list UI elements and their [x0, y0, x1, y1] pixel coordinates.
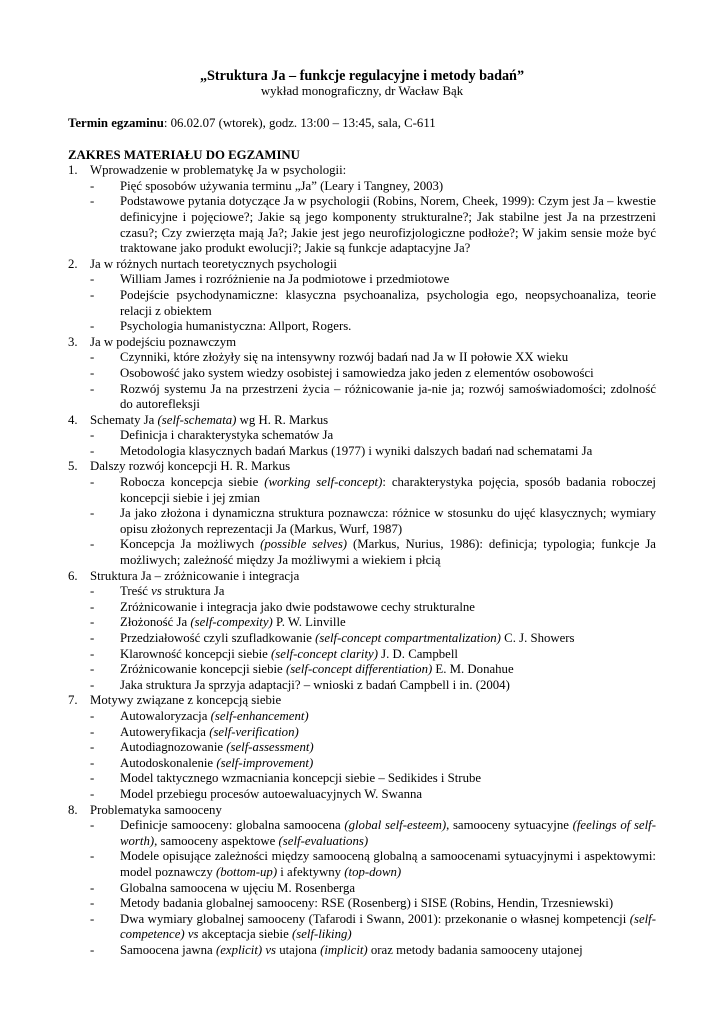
italic-term: (self-concept clarity): [271, 646, 378, 661]
list-item: [68, 881, 656, 897]
list-item-text: Model taktycznego wzmacniania koncepcji siebie – Sedikides i Strube: [120, 771, 482, 786]
italic-term: (self-compexity): [190, 615, 273, 630]
list-item-text: Autodoskonalenie (self-improvement): [120, 755, 314, 770]
italic-term: (feelings of self-worth): [120, 818, 656, 848]
dash-bullet: -: [90, 475, 95, 490]
italic-term: (explicit) vs: [215, 942, 276, 957]
italic-term: vs: [151, 584, 162, 599]
italic-term: (self-liking): [291, 927, 352, 942]
dash-bullet: -: [90, 631, 95, 645]
section-number: 8.: [68, 802, 78, 817]
dash-bullet: -: [90, 584, 95, 599]
section-title: Motywy związane z koncepcją siebie: [90, 693, 282, 708]
list-item-text: Psychologia humanistyczna: Allport, Rogers.: [120, 319, 352, 334]
list-item-text: Zróżnicowanie i integracja jako dwie podstawowe cechy strukturalne: [120, 599, 475, 614]
list-item-text: Autoweryfikacja (self-verification): [120, 724, 299, 739]
list-item: [68, 179, 656, 195]
list-item: [68, 787, 656, 803]
italic-term: (self-assessment): [226, 740, 314, 755]
list-item-text: Przedziałowość czyli szufladkowanie (self-concept compartmentalization) C. J. Showers: [120, 631, 575, 645]
list-item-text: Model przebiegu procesów autoewaluacyjnych W. Swanna: [120, 786, 423, 801]
section-number: 4.: [68, 412, 78, 427]
section-number: 3.: [68, 334, 78, 349]
section-title: Schematy Ja (self-schemata) wg H. R. Markus: [90, 412, 329, 427]
list-item: [68, 912, 656, 943]
section-number: 1.: [68, 163, 78, 178]
list-item-text: Samoocena jawna (explicit) vs utajona (implicit) oraz metody badania samooceny utajonej: [120, 942, 583, 957]
list-item: [68, 272, 656, 288]
list-item-text: Globalna samoocena w ujęciu M. Rosenberga: [120, 880, 356, 895]
list-item: [68, 740, 656, 756]
italic-term: (self-enhancement): [210, 708, 309, 723]
list-item: [68, 896, 656, 912]
list-item-text: Klarowność koncepcji siebie (self-concept clarity) J. D. Campbell: [120, 646, 458, 661]
document-subtitle: wykład monograficzny, dr Wacław Bąk: [260, 84, 464, 98]
italic-term: (self-evaluations): [278, 833, 369, 848]
list-item: [68, 428, 656, 444]
section-number: 7.: [68, 693, 78, 708]
list-item: [68, 678, 656, 694]
section-number: 6.: [68, 568, 78, 583]
section-title: Wprowadzenie w problematykę Ja w psychologii:: [90, 163, 347, 178]
dash-bullet: -: [90, 740, 95, 755]
section-heading-8: [68, 803, 656, 819]
list-item-text: William James i rozróżnienie na Ja podmiotowe i przedmiotowe: [120, 272, 450, 287]
document-title: „Struktura Ja – funkcje regulacyjne i metody badań”: [199, 68, 525, 84]
list-item: [68, 600, 656, 616]
dash-bullet: -: [90, 911, 95, 926]
italic-term: (self-competence) vs: [120, 911, 656, 942]
list-item: [68, 194, 656, 256]
list-item-text: Rozwój systemu Ja na przestrzeni życia – różnicowanie ja-nie ja; rozwój samoświadomości; zdolność do autorefleksji: [120, 381, 656, 412]
list-item-text: Dwa wymiary globalnej samooceny (Tafarodi i Swann, 2001): przekonanie o własnej kompetencji (self-competence) vs akceptacja siebie (self-liking): [120, 911, 656, 942]
dash-bullet: -: [90, 662, 95, 677]
list-item-text: Osobowość jako system wiedzy osobistej i samowiedza jako jeden z elementów osobowości: [120, 365, 594, 380]
list-item: [68, 350, 656, 366]
italic-term: (bottom-up): [215, 864, 278, 879]
dash-bullet: -: [90, 178, 95, 193]
section-title: Ja w różnych nurtach teoretycznych psychologii: [90, 256, 337, 271]
scope-heading: ZAKRES MATERIAŁU DO EGZAMINU: [68, 147, 300, 162]
list-item-text: Metody badania globalnej samooceny: RSE (Rosenberg) i SISE (Robins, Hendin, Trzesniewski): [120, 896, 614, 911]
list-item: [68, 631, 656, 647]
dash-bullet: -: [90, 194, 95, 209]
italic-term: (global self-esteem): [344, 818, 447, 833]
exam-date-line: [68, 116, 656, 132]
section-heading-4: [68, 413, 656, 429]
dash-bullet: -: [90, 537, 95, 552]
list-item: [68, 615, 656, 631]
list-item: [68, 288, 656, 319]
section-title: Struktura Ja – zróżnicowanie i integracja: [90, 568, 300, 583]
list-item: [68, 475, 656, 506]
italic-term: (working self-concept): [264, 475, 383, 490]
list-item-text: Jaka struktura Ja sprzyja adaptacji? – wnioski z badań Campbell i in. (2004): [120, 677, 510, 692]
italic-term: (top-down): [344, 864, 402, 879]
list-item: [68, 506, 656, 537]
dash-bullet: -: [90, 599, 95, 614]
list-item: [68, 771, 656, 787]
italic-term: (possible selves): [260, 537, 348, 552]
list-item-text: Robocza koncepcja siebie (working self-concept): charakterystyka pojęcia, sposób badania roboczej koncepcji siebie i jej zmian: [120, 475, 656, 505]
list-item: [68, 444, 656, 460]
section-heading-1: [68, 163, 656, 179]
list-item-text: Autowaloryzacja (self-enhancement): [120, 708, 309, 723]
dash-bullet: -: [90, 708, 95, 723]
list-item-text: Definicja i charakterystyka schematów Ja: [120, 428, 334, 443]
list-item-text: Definicje samooceny: globalna samoocena (global self-esteem), samooceny sytuacyjne (feelings of self-worth), samooceny aspektowe (self-evaluations): [120, 818, 656, 848]
list-item-text: Autodiagnozowanie (self-assessment): [120, 740, 314, 755]
list-item-text: Złożoność Ja (self-compexity) P. W. Linville: [120, 615, 346, 630]
italic-term: (self-concept differentiation): [285, 662, 433, 677]
list-item: [68, 849, 656, 880]
dash-bullet: -: [90, 506, 95, 521]
list-item: [68, 584, 656, 600]
dash-bullet: -: [90, 896, 95, 911]
list-item-text: Ja jako złożona i dynamiczna struktura poznawcza: różnice w stosunku do ujęć klasycznych; wymiary opisu złożonych reprezentacji Ja (Markus, Wurf, 1987): [120, 506, 656, 536]
section-title: Ja w podejściu poznawczym: [90, 334, 237, 349]
list-item-text: Podejście psychodynamiczne: klasyczna psychoanaliza, psychologia ego, neopsychoanaliza, teorie relacji z obiektem: [120, 287, 656, 318]
section-heading-2: [68, 257, 656, 273]
italic-term: (self-verification): [209, 724, 299, 739]
dash-bullet: -: [90, 818, 95, 833]
dash-bullet: -: [90, 771, 95, 786]
list-item: [68, 725, 656, 741]
list-item-text: Czynniki, które złożyły się na intensywny rozwój badań nad Ja w II połowie XX wieku: [120, 350, 569, 365]
exam-date-value: : 06.02.07 (wtorek), godz. 13:00 – 13:45, sala, C-611: [163, 116, 436, 130]
list-item: [68, 709, 656, 725]
dash-bullet: -: [90, 287, 95, 302]
dash-bullet: -: [90, 272, 95, 287]
italic-term: (implicit): [320, 942, 368, 957]
scope-outline: [68, 163, 656, 958]
dash-bullet: -: [90, 365, 95, 380]
dash-bullet: -: [90, 677, 95, 692]
list-item: [68, 537, 656, 568]
dash-bullet: -: [90, 755, 95, 770]
list-item: [68, 647, 656, 663]
list-item-text: Metodologia klasycznych badań Markus (1977) i wyniki dalszych badań nad schematami Ja: [120, 443, 593, 458]
list-item: [68, 756, 656, 772]
list-item: [68, 382, 656, 413]
list-item-text: Treść vs struktura Ja: [120, 584, 225, 599]
dash-bullet: -: [90, 319, 95, 334]
dash-bullet: -: [90, 724, 95, 739]
italic-term: (self-concept compartmentalization): [315, 631, 501, 645]
section-heading-6: [68, 569, 656, 585]
list-item-text: Podstawowe pytania dotyczące Ja w psychologii (Robins, Norem, Cheek, 1999): Czym jest Ja – kwestie definicyjne i pojęciowe?; Jakie są jego komponenty strukturalne?; Jak stabilne jest Ja na przestrzeni czasu?; Czy zwierzęta mają Ja?; Jakie jest jego neurofizjologiczne podłoże?; W jakim sensie może być traktowane jako produkt ewolucji?; Jakie są funkcje adaptacyjne Ja?: [120, 194, 656, 256]
section-heading-5: [68, 459, 656, 475]
dash-bullet: -: [90, 880, 95, 895]
italic-term: (self-schemata): [157, 412, 237, 427]
italic-term: (self-improvement): [216, 755, 314, 770]
section-number: 5.: [68, 459, 78, 474]
dash-bullet: -: [90, 350, 95, 365]
exam-date-label: Termin egzaminu: [68, 116, 164, 130]
list-item: [68, 818, 656, 849]
list-item: [68, 366, 656, 382]
dash-bullet: -: [90, 615, 95, 630]
section-heading-3: [68, 335, 656, 351]
section-title: Problematyka samooceny: [90, 802, 222, 817]
dash-bullet: -: [90, 646, 95, 661]
section-heading-7: [68, 693, 656, 709]
list-item: [68, 943, 656, 959]
section-title: Dalszy rozwój koncepcji H. R. Markus: [90, 459, 291, 474]
list-item-text: Koncepcja Ja możliwych (possible selves) (Markus, Nurius, 1986): definicja; typologia; funkcje Ja możliwych; zależność między Ja możliwymi a wiekiem i płcią: [120, 537, 656, 568]
dash-bullet: -: [90, 381, 95, 396]
dash-bullet: -: [90, 443, 95, 458]
list-item: [68, 319, 656, 335]
dash-bullet: -: [90, 428, 95, 443]
dash-bullet: -: [90, 849, 95, 864]
list-item-text: Pięć sposobów używania terminu „Ja” (Leary i Tangney, 2003): [120, 178, 444, 193]
section-number: 2.: [68, 256, 78, 271]
list-item-text: Zróżnicowanie koncepcji siebie (self-concept differentiation) E. M. Donahue: [120, 662, 514, 677]
list-item: [68, 662, 656, 678]
dash-bullet: -: [90, 786, 95, 801]
list-item-text: Modele opisujące zależności między samooceną globalną a samoocenami sytuacyjnymi i aspektowymi: model poznawczy (bottom-up) i afektywny (top-down): [120, 849, 656, 879]
dash-bullet: -: [90, 942, 95, 957]
